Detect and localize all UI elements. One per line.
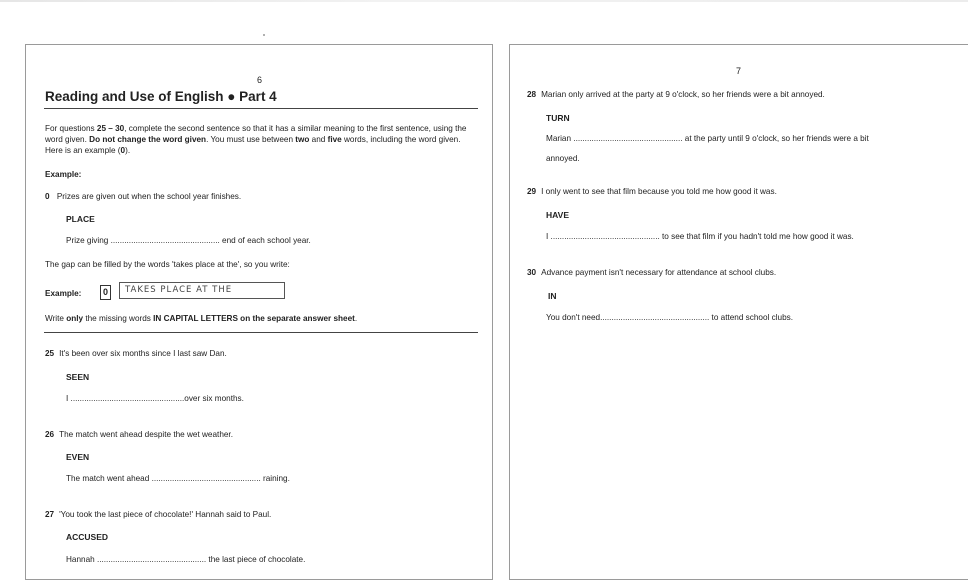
question-30-gapped: You don't need................................................ to attend school clubs.: [546, 313, 794, 322]
question-26-gapped: The match went ahead ................................................ raining.: [66, 474, 290, 483]
example-keyword: PLACE: [66, 214, 95, 224]
question-28-gapped-line2: annoyed.: [546, 154, 580, 163]
question-28-gapped-line1: Marian ................................................ at the party until 9 o'clock, so her friends were a bit: [546, 134, 869, 143]
answer-sheet-instruction: Write only the missing words IN CAPITAL LETTERS on the separate answer sheet.: [45, 314, 358, 323]
page-6: [25, 44, 493, 580]
question-29-gapped: I ................................................ to see that film if you hadn't told me how good it was.: [546, 232, 854, 241]
scan-top-edge: [0, 0, 968, 2]
answer-number-box: 0: [100, 285, 111, 300]
question-30: 30 Advance payment isn't necessary for attendance at school clubs.: [527, 268, 777, 277]
question-30-keyword: IN: [548, 291, 557, 301]
question-27-gapped: Hannah ................................................ the last piece of chocolate.: [66, 555, 306, 564]
question-29: 29 I only went to see that film because you told me how good it was.: [527, 187, 777, 196]
example-heading: Example:: [45, 170, 82, 179]
title-divider: [44, 108, 478, 109]
scan-speck: [263, 34, 265, 36]
page-7: [509, 44, 968, 580]
answer-example-label: Example:: [45, 289, 82, 298]
section-divider: [44, 332, 478, 333]
example-gapped-sentence: Prize giving ................................................ end of each school year.: [66, 236, 311, 245]
question-25-gapped: I ..................................................over six months.: [66, 394, 244, 403]
question-28: 28 Marian only arrived at the party at 9 o'clock, so her friends were a bit annoyed.: [527, 90, 825, 99]
question-25-keyword: SEEN: [66, 372, 90, 382]
example-question: 0 Prizes are given out when the school year finishes.: [45, 192, 242, 201]
question-29-keyword: HAVE: [546, 210, 569, 220]
instructions-paragraph: For questions 25 – 30, complete the second sentence so that it has a similar meaning to the first sentence, using the word given. Do not change the word given. You must use between two and five words, including the word given. Here is an example (0).: [45, 124, 467, 155]
answer-example-box: TAKES PLACE AT THE: [119, 282, 285, 299]
question-25: 25 It's been over six months since I last saw Dan.: [45, 349, 227, 358]
page-number: 6: [257, 75, 263, 85]
question-26: 26 The match went ahead despite the wet weather.: [45, 430, 233, 439]
question-27: 27 'You took the last piece of chocolate!' Hannah said to Paul.: [45, 510, 272, 519]
page-number: 7: [736, 66, 742, 76]
question-28-keyword: TURN: [546, 113, 570, 123]
question-26-keyword: EVEN: [66, 452, 90, 462]
gap-note: The gap can be filled by the words 'takes place at the', so you write:: [45, 260, 290, 269]
section-title: Reading and Use of English ● Part 4: [45, 89, 277, 104]
question-27-keyword: ACCUSED: [66, 532, 109, 542]
